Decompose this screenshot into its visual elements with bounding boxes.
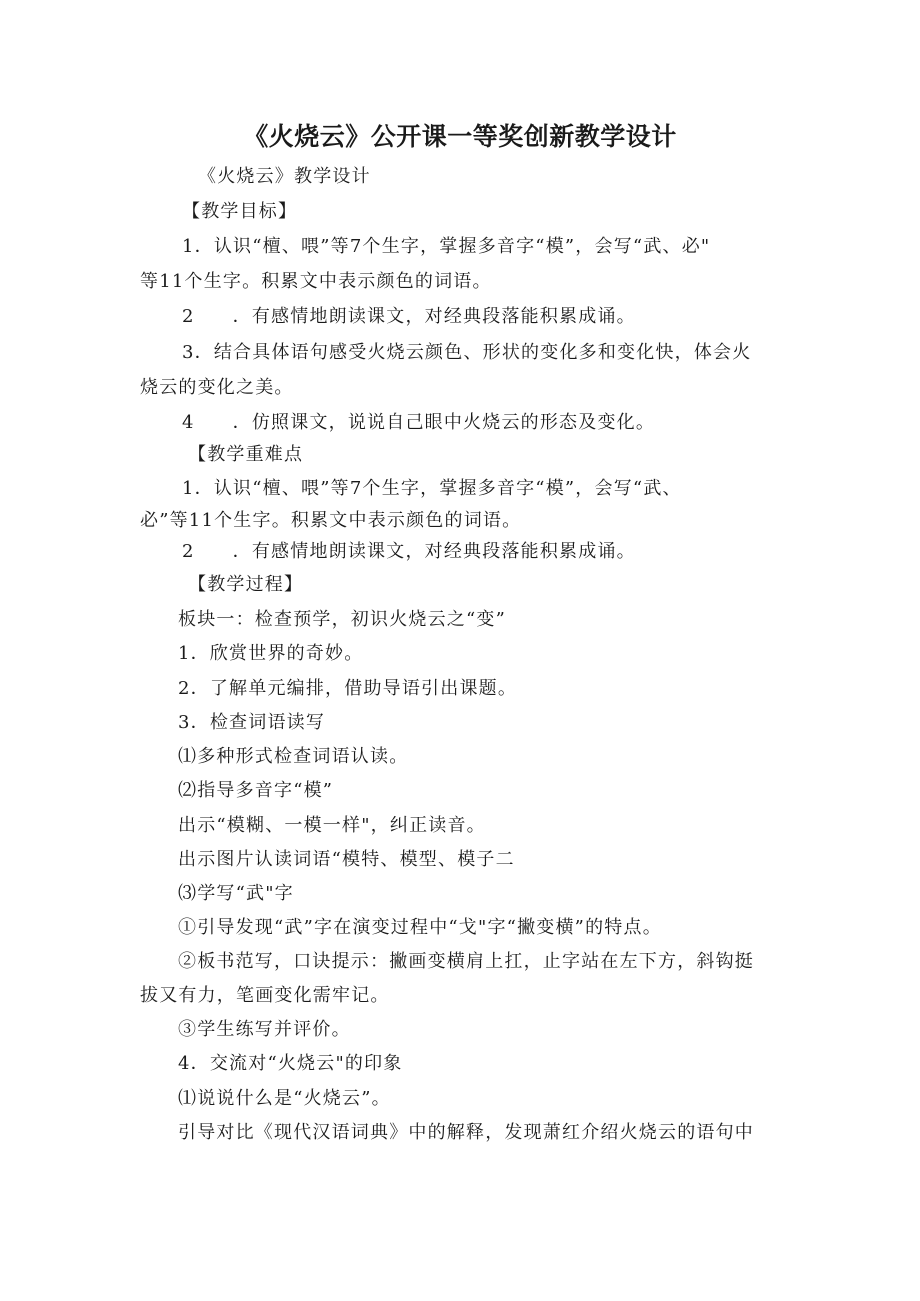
section-heading-key-points: 【教学重难点: [188, 444, 304, 465]
section-heading-process: 【教学过程】: [188, 574, 304, 595]
paragraph-line: [182, 540, 636, 564]
paragraph-line: [182, 411, 655, 435]
item-text: ．仿照课文，说说自己眼中火烧云的形态及变化。: [232, 412, 656, 433]
paragraph-line: ①引导发现“武”字在演变过程中“戈"字“撇变横”的特点。: [178, 917, 662, 938]
paragraph-line: ⑵指导多音字“模”: [178, 780, 334, 801]
item-number: 2: [182, 306, 195, 327]
paragraph-line: 必”等11个生字。积累文中表示颜色的词语。: [140, 510, 522, 531]
paragraph-line: 出示“模糊、一模一样"，纠正读音。: [178, 815, 486, 836]
item-text: ．有感情地朗读课文，对经典段落能积累成诵。: [232, 306, 636, 327]
section-heading-objectives: 【教学目标】: [182, 201, 298, 222]
paragraph-line: ③学生练写并评价。: [178, 1019, 351, 1040]
item-number: 2: [182, 541, 195, 562]
paragraph-line: 4．交流对“火烧云"的印象: [178, 1053, 403, 1074]
paragraph-line: 等11个生字。积累文中表示颜色的词语。: [140, 271, 492, 292]
paragraph-line: [182, 305, 636, 329]
paragraph-line: 板块一：检查预学，初识火烧云之“变”: [178, 609, 507, 630]
paragraph-line: 1．认识“檀、喂”等7个生字，掌握多音字“模”，会写“武、: [182, 478, 682, 499]
document-title: 《火烧云》公开课一等奖创新教学设计: [243, 122, 677, 151]
paragraph-line: 1．认识“檀、喂”等7个生字，掌握多音字“模”，会写“武、必": [182, 236, 711, 257]
paragraph-line: 3．结合具体语句感受火烧云颜色、形状的变化多和变化快，体会火: [182, 342, 752, 363]
paragraph-line: ②板书范写，口诀提示：撇画变横肩上扛，止字站在左下方，斜钩挺: [178, 951, 754, 972]
subtitle-line: 《火烧云》教学设计: [198, 166, 371, 187]
paragraph-line: 拔又有力，笔画变化需牢记。: [140, 985, 390, 1006]
paragraph-line: 2．了解单元编排，借助导语引出课题。: [178, 678, 518, 699]
paragraph-line: ⑴说说什么是“火烧云”。: [178, 1088, 391, 1109]
paragraph-line: 烧云的变化之美。: [140, 377, 294, 398]
paragraph-line: 3．检查词语读写: [178, 712, 326, 733]
item-number: 4: [182, 412, 195, 433]
paragraph-line: ⑴多种形式检查词语认读。: [178, 746, 409, 767]
paragraph-line: 引导对比《现代汉语词典》中的解释，发现萧红介绍火烧云的语句中: [178, 1122, 754, 1143]
item-text: ．有感情地朗读课文，对经典段落能积累成诵。: [232, 541, 636, 562]
paragraph-line: 1．欣赏世界的奇妙。: [178, 643, 364, 664]
paragraph-line: 出示图片认读词语“模特、模型、模子二: [178, 849, 515, 870]
paragraph-line: ⑶学写“武"字: [178, 883, 294, 904]
